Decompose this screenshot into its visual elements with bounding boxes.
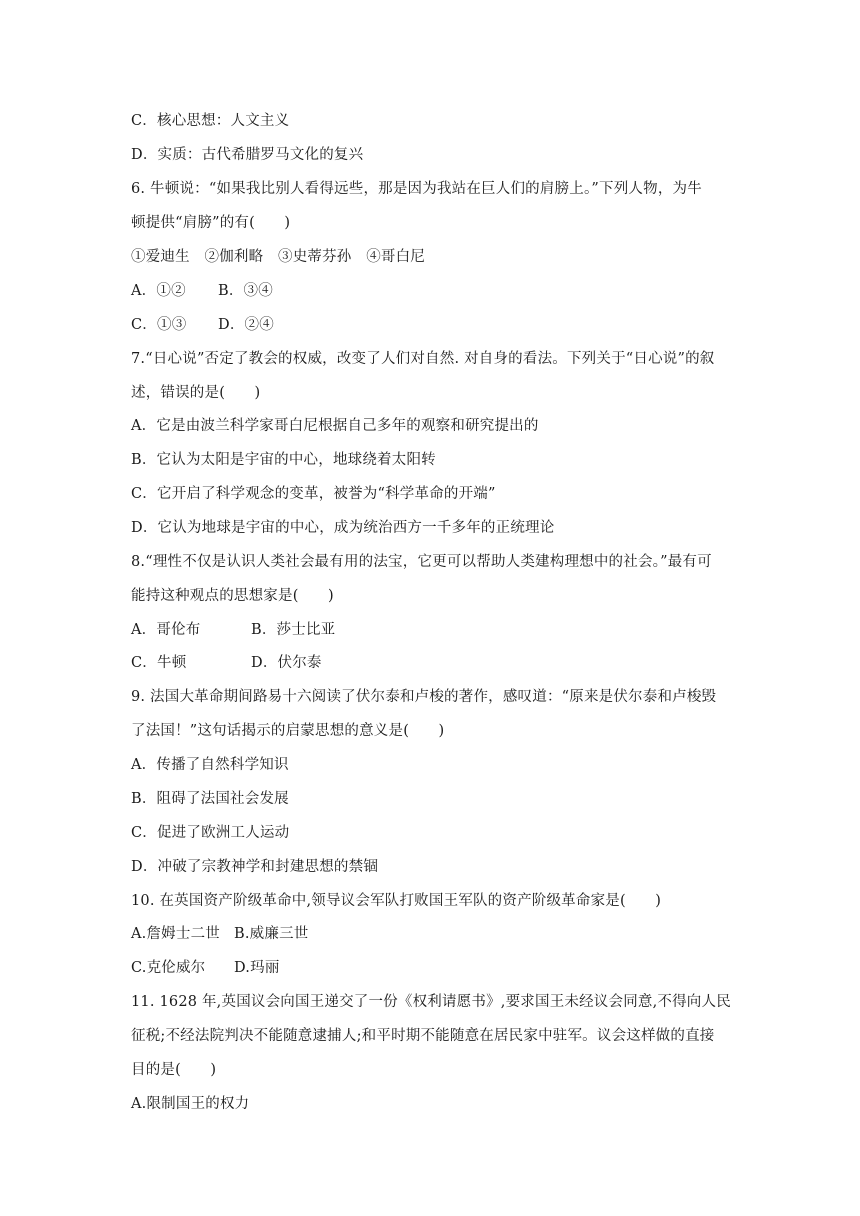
q8-option-a: A．哥伦布	[131, 622, 201, 638]
q9-option-c: C．促进了欧洲工人运动	[131, 825, 290, 841]
q8-option-b: B．莎士比亚	[251, 622, 336, 638]
q8-stem-line-2: 能持这种观点的思想家是( )	[131, 588, 334, 604]
q7-option-b: B．它认为太阳是宇宙的中心，地球绕着太阳转	[131, 452, 436, 468]
q6-option-c: C．①③	[131, 317, 187, 333]
q6-stem-line-2: 顿提供“肩膀”的有( )	[131, 215, 291, 231]
q7-option-a: A．它是由波兰科学家哥白尼根据自己多年的观察和研究提出的	[131, 418, 539, 434]
q7-stem-line-2: 述，错误的是( )	[131, 385, 261, 401]
q9-option-b: B．阻碍了法国社会发展	[131, 791, 289, 807]
q7-option-c: C．它开启了科学观念的变革，被誉为“科学革命的开端”	[131, 486, 496, 502]
q10-option-a: A.詹姆士二世	[131, 926, 220, 942]
q5-option-d: D．实质：古代希腊罗马文化的复兴	[131, 147, 364, 163]
q11-option-a: A.限制国王的权力	[131, 1096, 250, 1112]
q11-stem-line-1: 11. 1628 年,英国议会向国王递交了一份《权利请愿书》,要求国王未经议会同意,不得向人民	[131, 994, 731, 1010]
q6-option-b: B．③④	[218, 283, 273, 299]
q8-option-d: D．伏尔泰	[251, 655, 322, 671]
q6-option-a: A．①②	[131, 283, 186, 299]
q5-option-c: C．核心思想：人文主义	[131, 113, 290, 129]
q10-option-d: D.玛丽	[234, 960, 280, 976]
q10-option-b: B.威廉三世	[234, 926, 309, 942]
q6-items: ①爱迪生 ②伽利略 ③史蒂芬孙 ④哥白尼	[131, 249, 425, 265]
q7-stem-line-1: 7.“日心说”否定了教会的权威，改变了人们对自然. 对自身的看法。下列关于“日心说”的叙	[131, 351, 715, 367]
q9-stem-line-1: 9. 法国大革命期间路易十六阅读了伏尔泰和卢梭的著作，感叹道：“原来是伏尔泰和卢梭毁	[131, 689, 717, 705]
q6-stem-line-1: 6. 牛顿说：“如果我比别人看得远些，那是因为我站在巨人们的肩膀上。”下列人物，为牛	[131, 181, 702, 197]
q7-option-d: D．它认为地球是宇宙的中心，成为统治西方一千多年的正统理论	[131, 520, 555, 536]
q8-stem-line-1: 8.“理性不仅是认识人类社会最有用的法宝，它更可以帮助人类建构理想中的社会。”最有可	[131, 554, 712, 570]
q11-stem-line-3: 目的是( )	[131, 1062, 217, 1078]
q6-option-d: D．②④	[218, 317, 274, 333]
q9-option-d: D．冲破了宗教神学和封建思想的禁锢	[131, 859, 379, 875]
q9-option-a: A．传播了自然科学知识	[131, 757, 289, 773]
q8-option-c: C．牛顿	[131, 655, 187, 671]
q10-stem: 10. 在英国资产阶级革命中,领导议会军队打败国王军队的资产阶级革命家是( )	[131, 893, 662, 909]
q11-stem-line-2: 征税;不经法院判决不能随意逮捕人;和平时期不能随意在居民家中驻军。议会这样做的直接	[131, 1028, 715, 1044]
q10-option-c: C.克伦威尔	[131, 960, 206, 976]
q9-stem-line-2: 了法国！”这句话揭示的启蒙思想的意义是( )	[131, 723, 445, 739]
